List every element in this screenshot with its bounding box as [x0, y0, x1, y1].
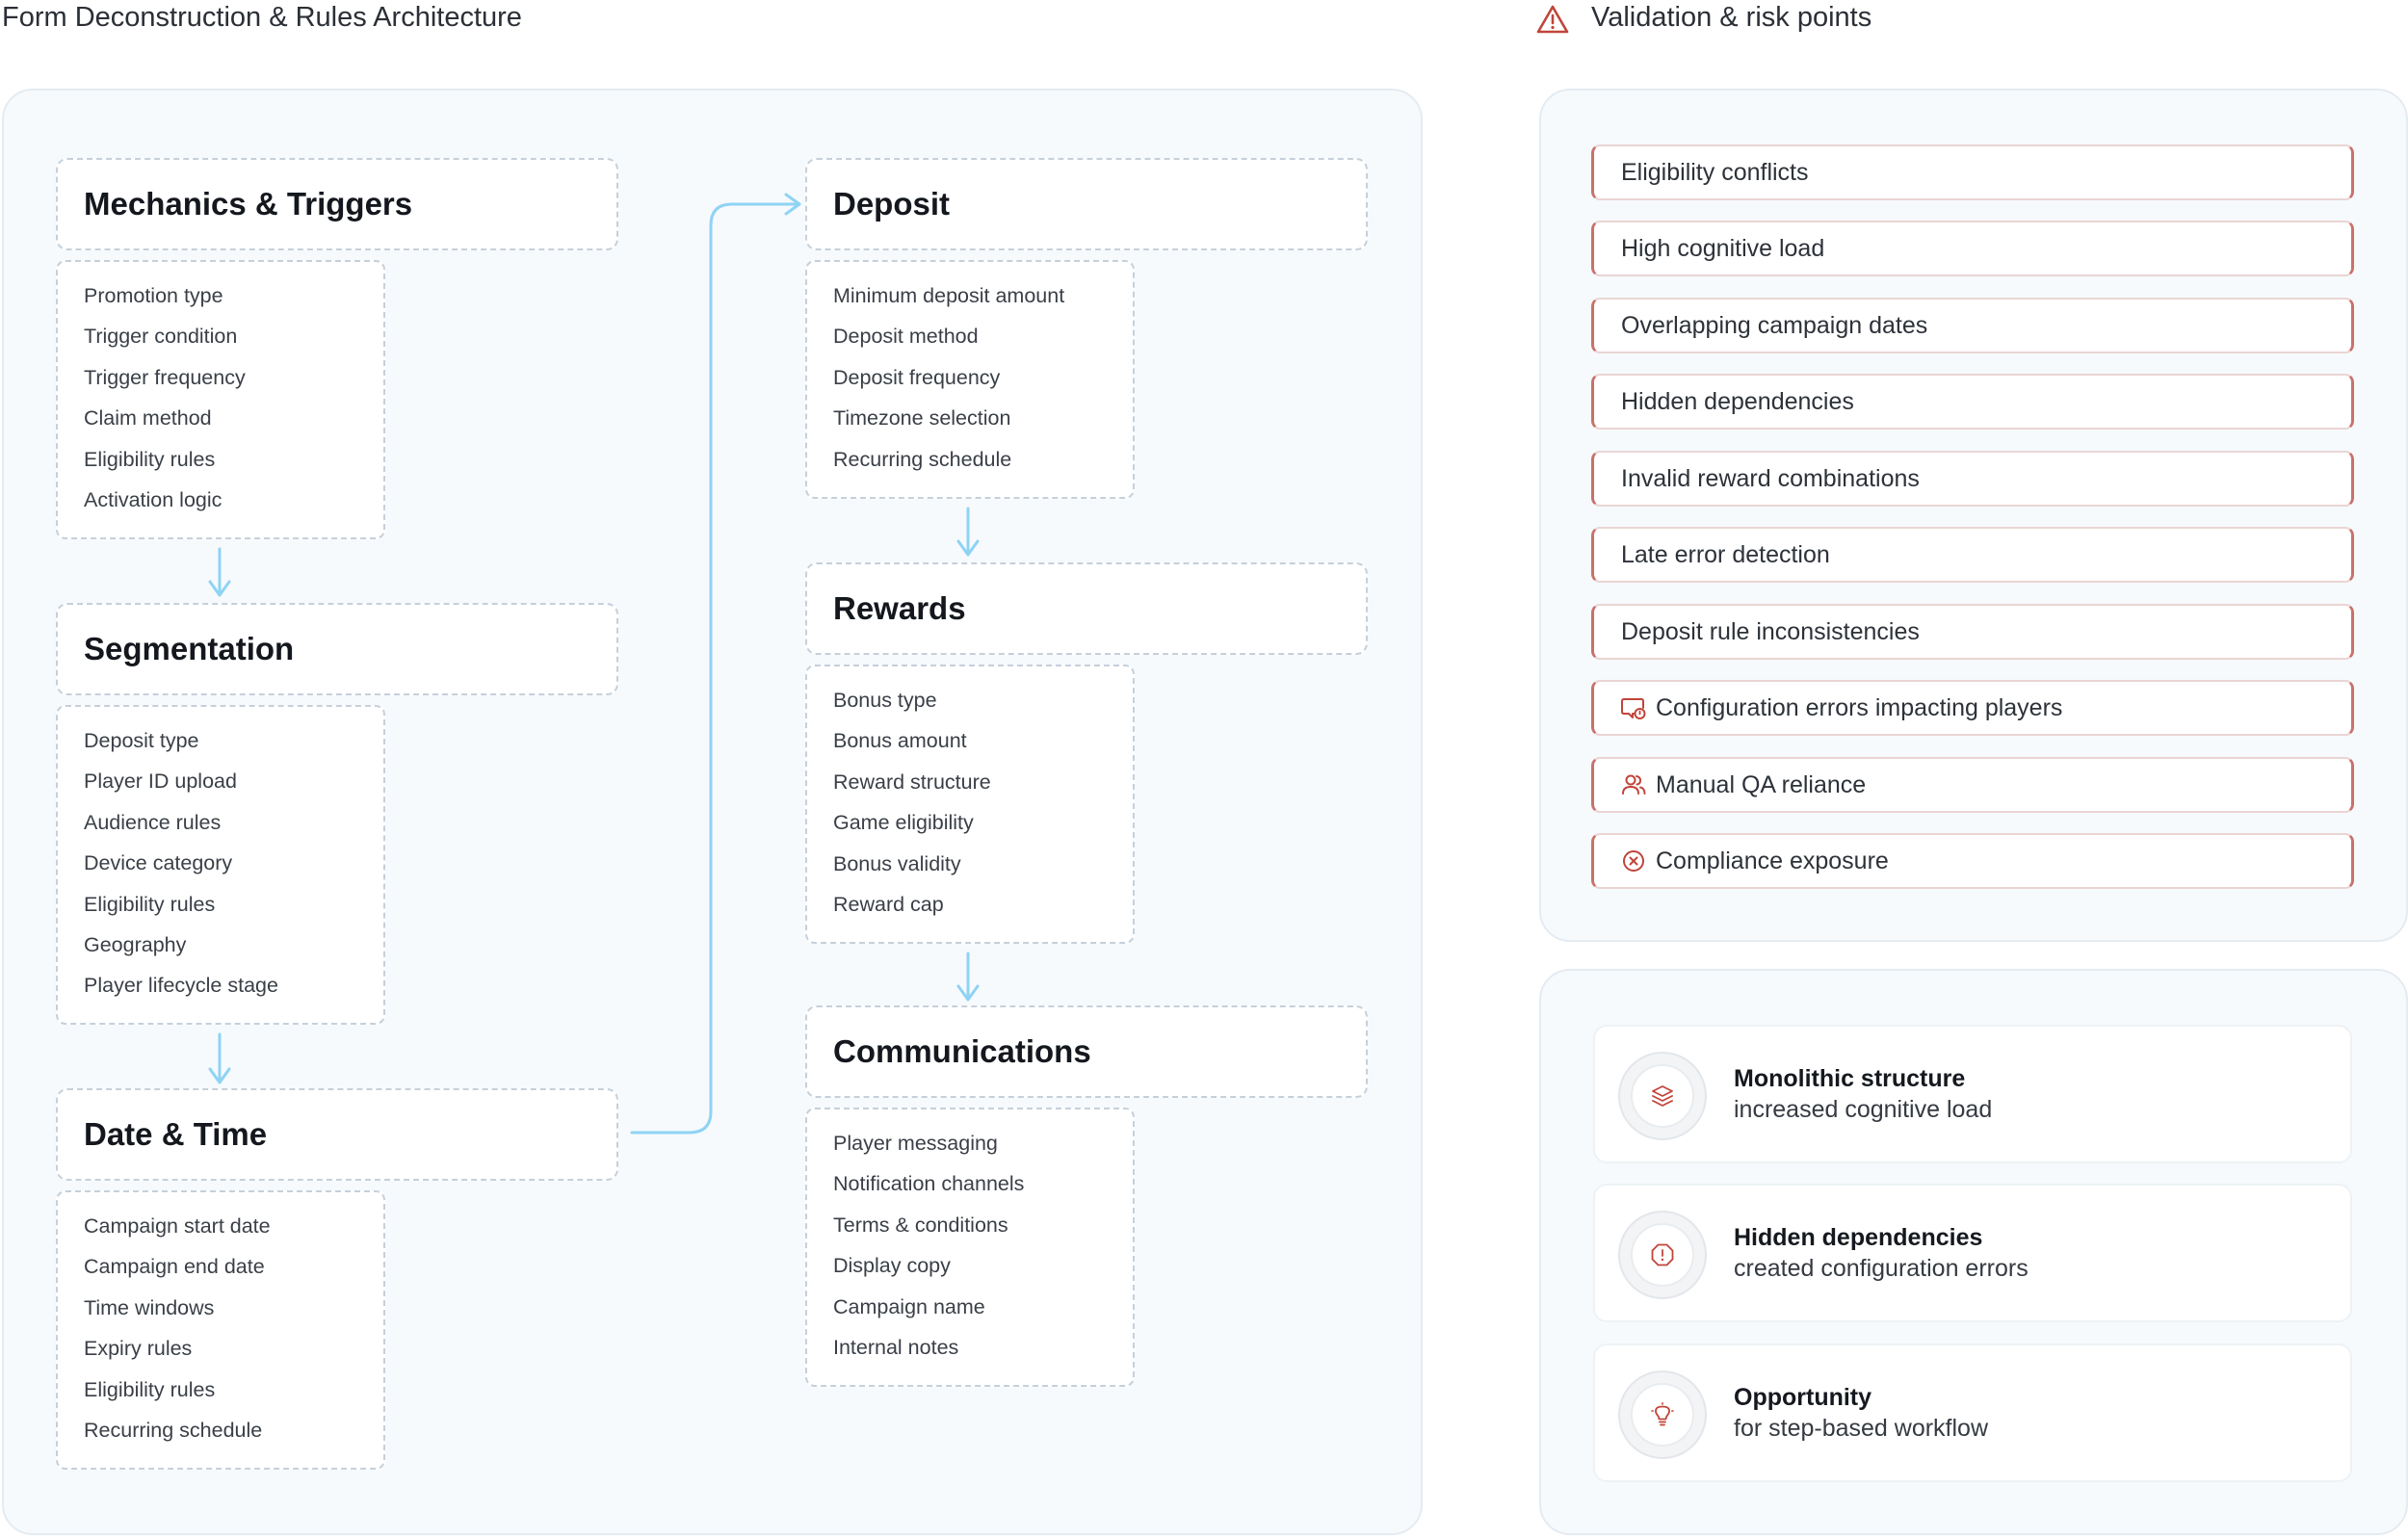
- octagon-alert-icon: [1650, 1242, 1675, 1267]
- deposit-list: [805, 260, 1135, 499]
- insight-title: Hidden dependencies: [1734, 1224, 1983, 1251]
- insight-card-hidden-dependencies: [1593, 1184, 2352, 1322]
- list-item: Campaign name: [833, 1294, 985, 1318]
- insight-subtitle: increased cognitive load: [1734, 1096, 1993, 1123]
- datetime-heading: Date & Time: [56, 1088, 618, 1181]
- list-item: Eligibility rules: [84, 1377, 216, 1401]
- communications-list: [805, 1108, 1135, 1387]
- list-item: Game eligibility: [833, 811, 974, 835]
- insight-title: Monolithic structure: [1734, 1065, 1966, 1092]
- datetime-list: [56, 1190, 385, 1470]
- list-item: Player lifecycle stage: [84, 974, 278, 998]
- circle-x-icon: [1621, 848, 1646, 874]
- list-item: Bonus validity: [833, 851, 961, 875]
- risk-item-configuration-errors: [1591, 680, 2354, 736]
- insight-card-opportunity: [1593, 1343, 2352, 1482]
- insight-title: Opportunity: [1734, 1384, 1872, 1411]
- message-alert-icon: [1621, 695, 1646, 720]
- mechanics-heading: Mechanics & Triggers: [56, 158, 618, 250]
- risk-item-invalid-reward-combinations: [1591, 451, 2354, 507]
- risk-label: Hidden dependencies: [1621, 387, 1854, 415]
- lightbulb-icon: [1650, 1402, 1675, 1427]
- list-item: Expiry rules: [84, 1337, 193, 1361]
- segmentation-list: [56, 705, 385, 1025]
- risk-label: Deposit rule inconsistencies: [1621, 617, 1920, 645]
- layers-icon: [1650, 1083, 1675, 1109]
- list-item: Deposit type: [84, 729, 199, 752]
- list-item: Campaign start date: [84, 1214, 271, 1238]
- risk-label: Overlapping campaign dates: [1621, 311, 1928, 339]
- list-item: Device category: [84, 851, 233, 875]
- insight-subtitle: for step-based workflow: [1734, 1415, 1989, 1442]
- risk-item-manual-qa-reliance: [1591, 757, 2354, 813]
- risk-item-overlapping-dates: [1591, 298, 2354, 353]
- insight-subtitle: created configuration errors: [1734, 1255, 2028, 1282]
- risk-label: Configuration errors impacting players: [1656, 693, 2063, 721]
- risk-label: Eligibility conflicts: [1621, 158, 1809, 186]
- list-item: Audience rules: [84, 810, 222, 834]
- risk-points-panel: [1539, 89, 2408, 942]
- risk-item-compliance-exposure: [1591, 833, 2354, 889]
- list-item: Reward cap: [833, 893, 944, 917]
- segmentation-heading: Segmentation: [56, 603, 618, 695]
- list-item: Player messaging: [833, 1132, 998, 1155]
- rewards-heading: Rewards: [805, 562, 1368, 655]
- insight-card-monolithic: [1593, 1025, 2352, 1163]
- communications-heading: Communications: [805, 1005, 1368, 1098]
- list-item: Trigger condition: [84, 325, 238, 349]
- list-item: Time windows: [84, 1295, 215, 1319]
- list-item: Promotion type: [84, 284, 223, 307]
- mechanics-list: [56, 260, 385, 539]
- list-item: Bonus type: [833, 689, 937, 712]
- risks-title: Validation & risk points: [1591, 2, 1872, 33]
- list-item: Deposit frequency: [833, 365, 1001, 389]
- list-item: Eligibility rules: [84, 447, 216, 471]
- list-item: Reward structure: [833, 770, 991, 794]
- deposit-heading: Deposit: [805, 158, 1368, 250]
- risk-item-hidden-dependencies: [1591, 374, 2354, 430]
- risk-label: Compliance exposure: [1656, 847, 1889, 874]
- list-item: Display copy: [833, 1254, 951, 1278]
- list-item: Minimum deposit amount: [833, 284, 1065, 307]
- list-item: Recurring schedule: [84, 1419, 263, 1443]
- list-item: Deposit method: [833, 325, 979, 349]
- risk-item-late-error-detection: [1591, 527, 2354, 583]
- list-item: Geography: [84, 933, 187, 957]
- risk-item-eligibility-conflicts: [1591, 144, 2354, 200]
- list-item: Claim method: [84, 406, 212, 430]
- rewards-list: [805, 665, 1135, 944]
- list-item: Notification channels: [833, 1172, 1025, 1196]
- list-item: Activation logic: [84, 488, 222, 512]
- risk-item-high-cognitive-load: [1591, 221, 2354, 276]
- list-item: Timezone selection: [833, 406, 1011, 430]
- users-icon: [1621, 772, 1646, 797]
- list-item: Trigger frequency: [84, 365, 246, 389]
- risk-label: Manual QA reliance: [1656, 770, 1867, 798]
- diagram-title: Form Deconstruction & Rules Architecture: [2, 2, 522, 33]
- risk-label: High cognitive load: [1621, 234, 1825, 262]
- risk-label: Late error detection: [1621, 540, 1830, 568]
- risk-label: Invalid reward combinations: [1621, 464, 1920, 492]
- list-item: Campaign end date: [84, 1255, 265, 1279]
- list-item: Player ID upload: [84, 770, 237, 794]
- risk-item-deposit-rule-inconsistencies: [1591, 604, 2354, 660]
- list-item: Bonus amount: [833, 729, 967, 753]
- warning-triangle-icon: [1535, 4, 1570, 35]
- list-item: Recurring schedule: [833, 447, 1012, 471]
- list-item: Eligibility rules: [84, 892, 216, 916]
- list-item: Internal notes: [833, 1336, 959, 1360]
- list-item: Terms & conditions: [833, 1213, 1008, 1237]
